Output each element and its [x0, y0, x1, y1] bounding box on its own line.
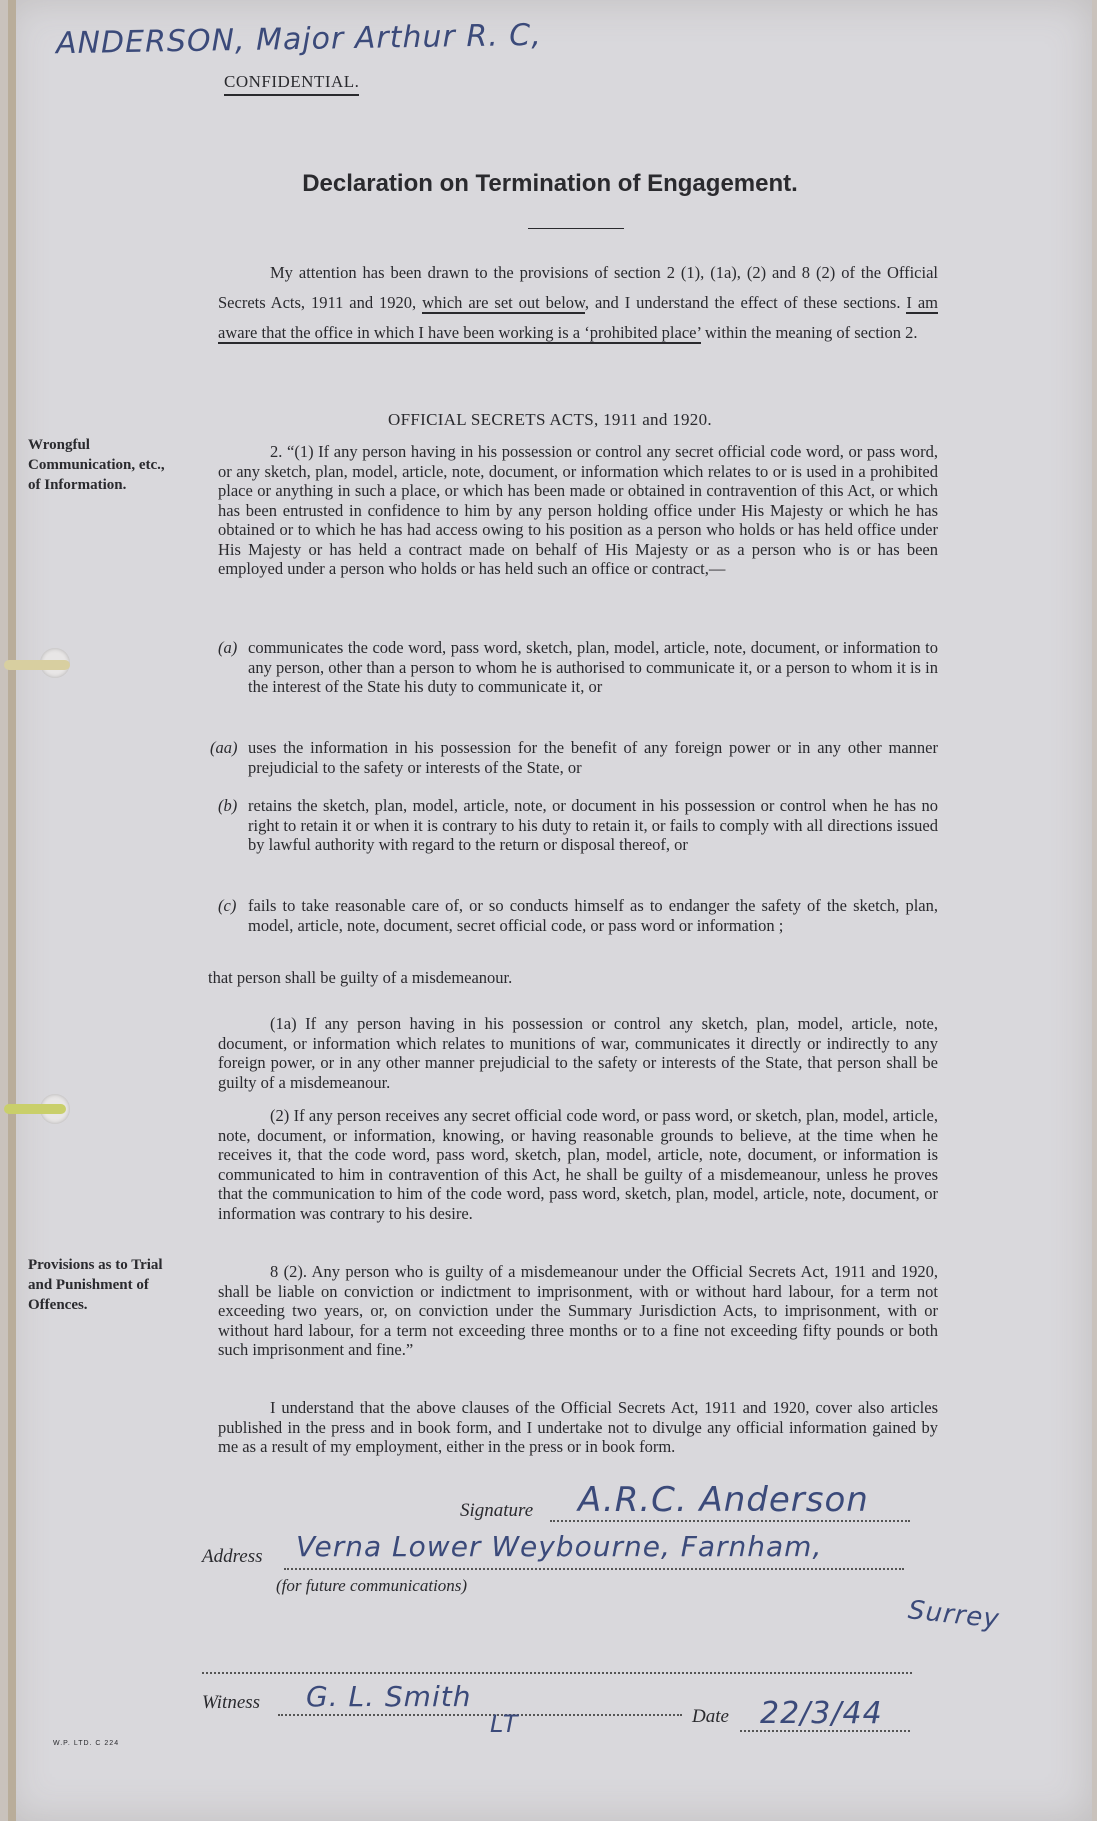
address-note: (for future communications) — [276, 1576, 468, 1595]
section-2-1a: (1a) If any person having in his possession or control any sketch, plan, model, article, note, document, or information which relates to munitions of war, communicates it directly or indirectly to any foreign power, or in any other manner prejudicial to the safety or interests of the State, that person shall be guilty of a misdemeanour. — [218, 1014, 938, 1092]
address-value-line2: Surrey — [906, 1595, 1002, 1635]
address-line-2 — [202, 1672, 912, 1674]
signature-value: A.R.C. Anderson — [578, 1480, 869, 1520]
binder-string-top — [4, 660, 70, 670]
margin-note-provisions: Provisions as to Trial and Punishment of Offences. — [28, 1257, 163, 1313]
section-2-2: (2) If any person receives any secret official code word, or pass word, or sketch, plan, model, article, note, document, or information, knowing, or having reasonable grounds to believe, at the time when he receives it, that the code word, pass word, sketch, plan, model, article, note, document, or information is communicated to him in contravention of this Act, he shall be guilty of a misdemeanour, unless he proves that the communication to him of the code word, pass word, sketch, plan, model, article, note, document, or information was contrary to his desire. — [218, 1106, 938, 1223]
binder-string-bottom — [4, 1104, 66, 1114]
acts-heading: OFFICIAL SECRETS ACTS, 1911 and 1920. — [388, 410, 712, 429]
guilty-line: that person shall be guilty of a misdemeanour. — [208, 968, 513, 987]
address-line-1 — [284, 1568, 904, 1570]
witness-rank: LT — [490, 1710, 519, 1738]
signature-label: Signature — [460, 1500, 534, 1521]
clause-a: (a) communicates the code word, pass word, sketch, plan, model, article, note, document, or information to any person, other than a person to whom he is authorised to communicate it, or a person to whom it is in the interest of the State his duty to communicate it, or — [218, 638, 938, 696]
witness-label: Witness — [202, 1692, 261, 1713]
printer-code: W.P. LTD. C 224 — [53, 1740, 120, 1747]
classification-label: CONFIDENTIAL. — [224, 72, 359, 96]
clause-c: (c) fails to take reasonable care of, or so conducts himself as to endanger the safety of the sketch, plan, model, article, note, document, secret official code, or pass word or information ; — [218, 896, 938, 935]
handwritten-name: ANDERSON, Major Arthur R. C, — [55, 17, 543, 62]
address-value-line1: Verna Lower Weybourne, Farnham, — [296, 1530, 823, 1563]
document-page — [8, 0, 1092, 1821]
intro-paragraph: My attention has been drawn to the provisions of section 2 (1), (1a), (2) and 8 (2) of the Official Secrets Acts, 1911 and 1920, which are set out below, and I understand the effect of these sections. I am aware that the office in which I have been working is a ‘prohibited place’ within the meaning of section 2. — [218, 263, 938, 342]
witness-line — [278, 1714, 682, 1716]
date-label: Date — [692, 1706, 729, 1727]
page-edge — [8, 0, 16, 1821]
date-value: 22/3/44 — [760, 1696, 883, 1731]
margin-note-wrongful: Wrongful Communication, etc., of Information. — [28, 437, 165, 493]
address-label: Address — [202, 1546, 263, 1567]
witness-value: G. L. Smith — [306, 1680, 472, 1713]
title-rule — [528, 228, 624, 229]
understanding-paragraph: I understand that the above clauses of the Official Secrets Act, 1911 and 1920, cover also articles published in the press and in book form, and I undertake not to divulge any official information gained by me as a result of my employment, either in the press or in book form. — [218, 1398, 938, 1456]
section-8-2: 8 (2). Any person who is guilty of a misdemeanour under the Official Secrets Act, 1911 and 1920, shall be liable on conviction or indictment to imprisonment, with or without hard labour, for a term not exceeding two years, or, on conviction under the Summary Jurisdiction Acts, to imprisonment, with or without hard labour, for a term not exceeding three months or to a fine not exceeding fifty pounds or both such imprisonment and fine.” — [218, 1262, 938, 1359]
document-title: Declaration on Termination of Engagement. — [302, 170, 798, 197]
clause-aa: (aa) uses the information in his possession for the benefit of any foreign power or in any other manner prejudicial to the safety or interests of the State, or — [210, 738, 938, 777]
clause-b: (b) retains the sketch, plan, model, article, note, or document in his possession or control when he has no right to retain it or when it is contrary to his duty to retain it, or fails to comply with all directions issued by lawful authority with regard to the return or disposal thereof, or — [218, 796, 938, 854]
section-2-1: 2. “(1) If any person having in his possession or control any secret official code word, or pass word, or any sketch, plan, model, article, note, document, or information which relates to or is used in a prohibited place or anything in such a place, or which has been made or obtained in contravention of this Act, or which has been entrusted in confidence to him by any person holding office under His Majesty or which he has obtained or to which he has had access owing to his position as a person who holds or has held office under His Majesty or has held a contract made on behalf of His Majesty or as a person who is or has been employed under a person who holds or has held such an office or contract,— — [218, 442, 938, 578]
signature-line — [550, 1520, 910, 1522]
